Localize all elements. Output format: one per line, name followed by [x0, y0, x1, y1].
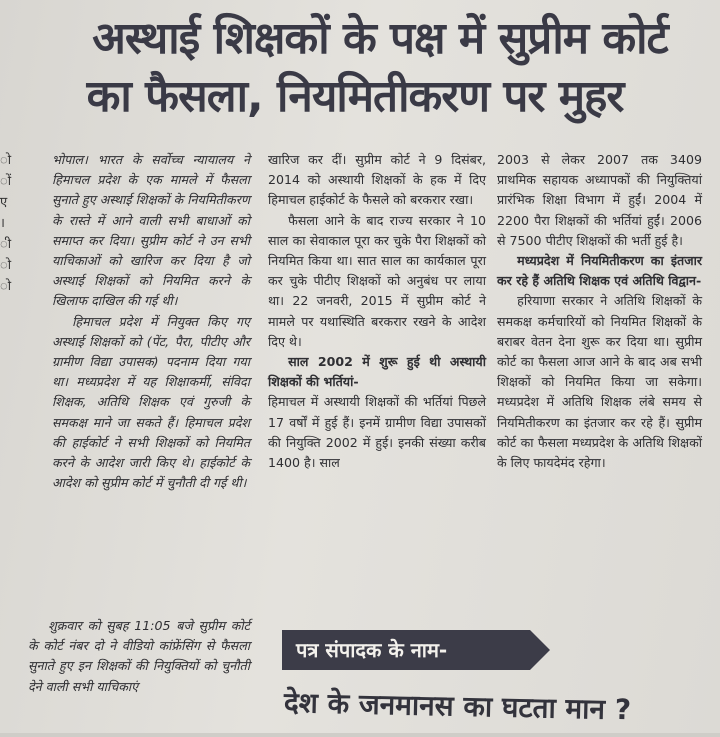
article-paragraph: 2003 से लेकर 2007 तक 3409 प्राथमिक सहायक अध्यापकों की नियुक्तियां प्रारंभिक शिक्षा विभाग में हुईं। 2004 में 2200 पैरा शिक्षकों की भर्तियां हुईं। 2006 से 7500 पीटीए शिक्षकों की भर्ती हुई है।: [497, 152, 702, 248]
adjacent-column-fragment: [0, 150, 14, 320]
edge-fragment: ो: [0, 279, 12, 294]
article-paragraph: फैसला आने के बाद राज्य सरकार ने 10 साल का सेवाकाल पूरा कर चुके पैरा शिक्षकों को नियमित किया था। सात साल का कार्यकाल पूरा कर चुके पीटीए शिक्षकों को अनुबंध पर लाया था। 22 जनवरी, 2015 में सुप्रीम कोर्ट ने मामले पर यथास्थिति बरकरार रखने के आदेश दिए थे।: [268, 212, 486, 349]
edge-fragment: ो: [0, 153, 12, 168]
headline-line-1: अस्थाई शिक्षकों के पक्ष में सुप्रीम कोर्ट: [92, 13, 668, 64]
edge-fragment: ो: [0, 258, 12, 273]
article-paragraph: हिमाचल में अस्थायी शिक्षकों की भर्तियां पिछले 17 वर्षों में हुई हैं। इनमें ग्रामीण विद्या उपासकों की नियुक्ति 2002 में हुई। इनकी संख्या करीब 1400 है। साल: [268, 394, 486, 471]
edge-fragment: ी: [0, 237, 12, 252]
article-column-1-bottom: [28, 616, 250, 697]
article-paragraph: खारिज कर दीं। सुप्रीम कोर्ट ने 9 दिसंबर, 2014 को अस्थायी शिक्षकों के हक में दिए हिमाचल हाईकोर्ट के फैसले को बरकरार रखा।: [268, 152, 486, 208]
article-subheading: मध्यप्रदेश में नियमितीकरण का इंतजार कर रहे हैं अतिथि शिक्षक एवं अतिथि विद्वान-: [497, 253, 702, 289]
article-column-2: [268, 150, 486, 473]
edge-fragment: ए: [0, 195, 8, 210]
article-paragraph: भोपाल। भारत के सर्वोच्च न्यायालय ने हिमाचल प्रदेश के एक मामले में फैसला सुनाते हुए अस्थाई शिक्षकों के नियमितीकरण के रास्ते में आने वाली सभी बाधाओं को समाप्त कर दिया। सुप्रीम कोर्ट ने उन सभी याचिकाओं को खारिज कर दिया है जो अस्थाई शिक्षकों को नियमित करने के खिलाफ दाखिल की गई थी।: [52, 152, 250, 309]
secondary-headline: देश के जनमानस का घटता मान ?: [283, 686, 632, 727]
article-paragraph: शुक्रवार को सुबह 11:05 बजे सुप्रीम कोर्ट के कोर्ट नंबर दो ने वीडियो कांफ्रेंसिंग से फैसला सुनाते हुए इन शिक्षकों की नियुक्तियों को चुनौती देने वाली सभी याचिकाएं: [28, 618, 250, 694]
section-banner: पत्र संपादक के नाम-: [282, 630, 530, 670]
article-column-1: [52, 150, 250, 493]
article-subheading: साल 2002 में शुरू हुई थी अस्थायी शिक्षकों की भर्तियां-: [268, 354, 486, 390]
main-headline: [20, 10, 710, 126]
edge-fragment: ।: [0, 216, 5, 231]
headline-line-2: का फैसला, नियमितीकरण पर मुहर: [86, 71, 624, 122]
article-paragraph: हरियाणा सरकार ने अतिथि शिक्षकों के समकक्ष कर्मचारियों को नियमित शिक्षकों के बराबर वेतन देना शुरू कर दिया था। सुप्रीम कोर्ट का फैसला आज आने के बाद अब सभी शिक्षकों को नियमित किया जा सकेगा। मध्यप्रदेश में अतिथि शिक्षक लंबे समय से नियमितीकरण का इंतजार कर रहे हैं। सुप्रीम कोर्ट का फैसला मध्यप्रदेश के अतिथि शिक्षकों के लिए फायदेमंद रहेगा।: [497, 293, 702, 471]
article-column-3: [497, 150, 702, 473]
edge-fragment: ों: [0, 174, 12, 189]
article-paragraph: हिमाचल प्रदेश में नियुक्त किए गए अस्थाई शिक्षकों को (पेंट, पैरा, पीटीए और ग्रामीण विद्या उपासक) पदनाम दिया गया था। मध्यप्रदेश में यह शिक्षाकर्मी, संविदा शिक्षक, अतिथि शिक्षक एवं गुरुजी के समकक्ष माने जा सकते हैं। हिमाचल प्रदेश की हाईकोर्ट ने सभी शिक्षकों को नियमित करने के आदेश जारी किए थे। हाईकोर्ट के आदेश को सुप्रीम कोर्ट में चुनौती दी गई थी।: [52, 313, 250, 491]
